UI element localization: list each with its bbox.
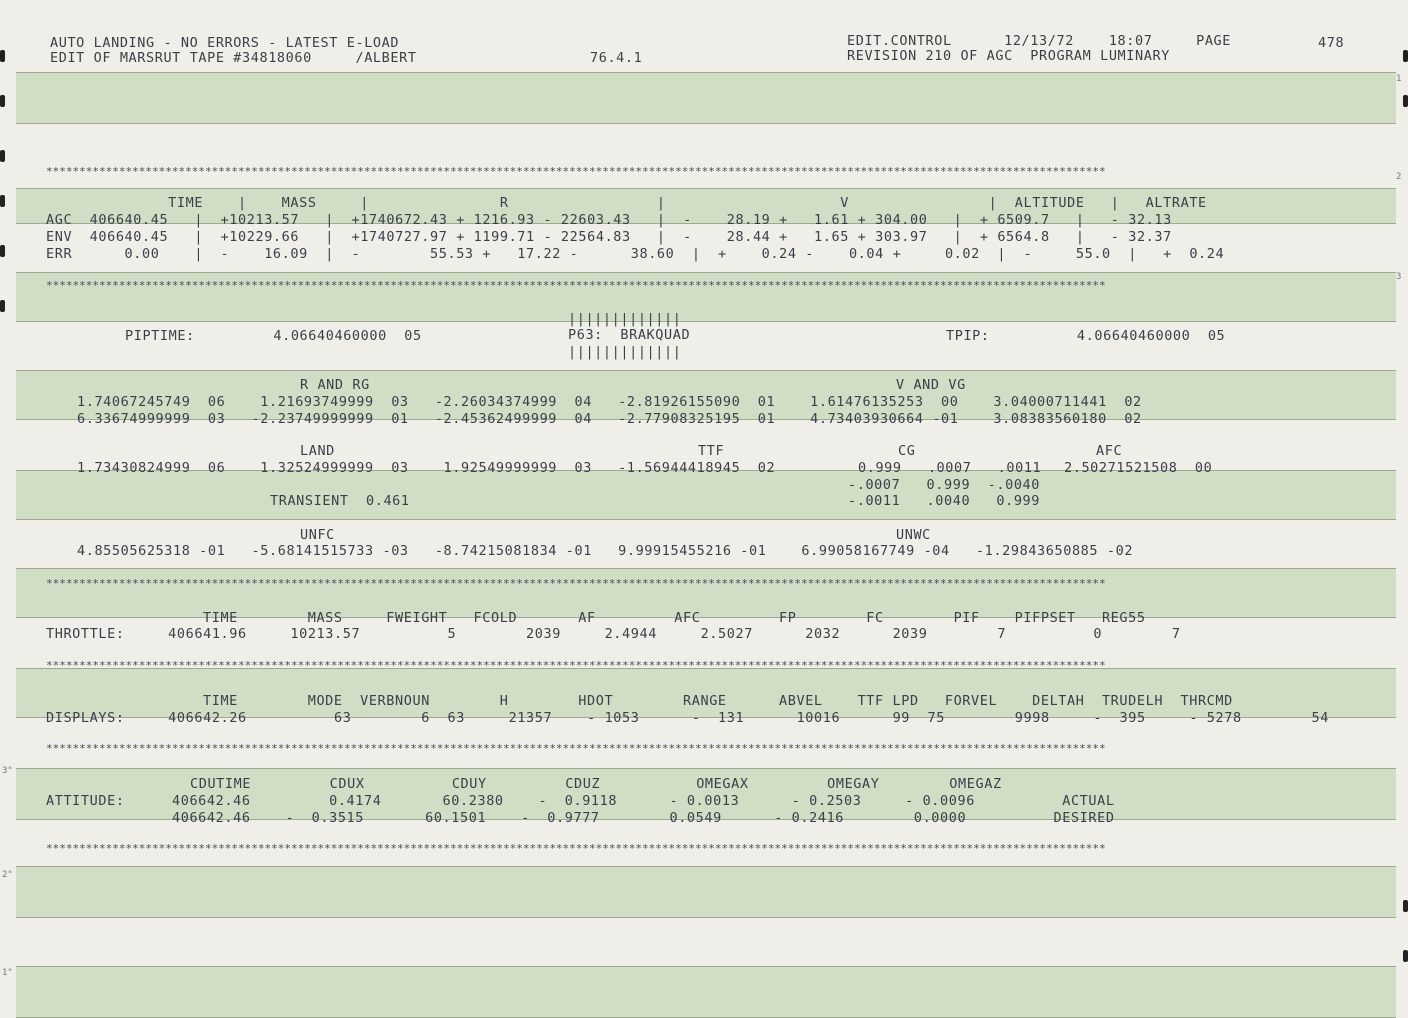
cg-matrix-row: 0.999 .0007 .0011 [858,460,1042,476]
margin-mark: 3 [1396,272,1402,282]
displays-row: DISPLAYS: 406642.26 63 6 63 21357 - 1053 - 131 10016 99 75 9998 - 395 - 5278 54 [46,710,1329,726]
cg-matrix-row: -.0007 0.999 -.0040 [848,477,1041,493]
header-edit-control: EDIT.CONTROL 12/13/72 18:07 PAGE [847,33,1232,49]
attitude-header: CDUTIME CDUX CDUY CDUZ OMEGAX OMEGAY OMEGAZ [190,776,1002,792]
cg-label: CG [898,443,916,459]
state-row-err: ERR 0.00 | - 16.09 | - 55.53 + 17.22 - 38.60 | + 0.24 - 0.04 + 0.02 | - 55.0 | + 0.24 [46,246,1225,262]
ttf-label: TTF [698,443,725,459]
program-label: P63: BRAKQUAD [568,327,691,343]
state-table-header: TIME | MASS | R | V | ALTITUDE | ALTRATE [46,195,1207,211]
header-tape: EDIT OF MARSRUT TAPE #34818060 /ALBERT [50,50,417,66]
paper-band [16,470,1396,520]
separator: **************************************************************************************************************************************************************** [46,743,1106,755]
separator: **************************************************************************************************************************************************************** [46,578,1106,590]
paper-band [16,866,1396,918]
margin-mark: 2" [2,870,13,880]
v-vg-label: V AND VG [896,377,966,393]
afc-label: AFC [1096,443,1123,459]
displays-header: TIME MODE VERBNOUN H HDOT RANGE ABVEL TTF LPD FORVEL DELTAH TRUDELH THRCMD [203,693,1233,709]
attitude-desired-row: 406642.46 - 0.3515 60.1501 - 0.9777 0.0549 - 0.2416 0.0000 DESIRED [172,810,1115,826]
feed-hole [0,150,5,162]
header-version: 76.4.1 [590,50,643,66]
attitude-actual-row: 406642.46 0.4174 60.2380 - 0.9118 - 0.0013 - 0.2503 - 0.0096 ACTUAL [172,793,1115,809]
program-bars-top: ||||||||||||| [568,311,682,327]
feed-hole [0,300,5,312]
afc-value: 2.50271521508 00 [1064,460,1213,476]
transient: TRANSIENT 0.461 [270,493,410,509]
feed-hole [0,245,5,257]
separator: **************************************************************************************************************************************************************** [46,660,1106,672]
header-title: AUTO LANDING - NO ERRORS - LATEST E-LOAD [50,35,400,51]
paper-band [16,72,1396,124]
feed-hole [1403,950,1408,962]
state-row-env: ENV 406640.45 | +10229.66 | +1740727.97 + 1199.71 - 22564.83 | - 28.44 + 1.65 + 303.97 | + 6564.8 | - 32.37 [46,229,1172,245]
unwc-label: UNWC [896,527,931,543]
feed-hole [0,195,5,207]
paper-band [16,966,1396,1018]
unfc-label: UNFC [300,527,335,543]
margin-mark: 1 [1396,74,1402,84]
margin-mark: 2 [1396,172,1402,182]
feed-hole [0,50,5,62]
cg-matrix-row: -.0011 .0040 0.999 [848,493,1041,509]
unit-vector-row: 4.85505625318 -01 -5.68141515733 -03 -8.74215081834 -01 9.99915455216 -01 6.99058167749 -04 -1.29843650885 -02 [77,543,1134,559]
throttle-row: THROTTLE: 406641.96 10213.57 5 2039 2.4944 2.5027 2032 2039 7 0 7 [46,626,1181,642]
margin-mark: 3" [2,766,13,776]
land-label: LAND [300,443,335,459]
feed-hole [1403,95,1408,107]
separator: **************************************************************************************************************************************************************** [46,280,1106,292]
separator: **************************************************************************************************************************************************************** [46,843,1106,855]
margin-mark: 1" [2,968,13,978]
attitude-label: ATTITUDE: [46,793,125,809]
program-bars-bottom: ||||||||||||| [568,344,682,360]
r-rg-label: R AND RG [300,377,370,393]
feed-hole [0,95,5,107]
vector-row: 1.74067245749 06 1.21693749999 03 -2.26034374999 04 -2.81926155090 01 1.61476135253 00 3.04000711441 02 [77,394,1142,410]
piptime: PIPTIME: 4.06640460000 05 [125,328,422,344]
land-ttf-row: 1.73430824999 06 1.32524999999 03 1.92549999999 03 -1.56944418945 02 [77,460,776,476]
state-row-agc: AGC 406640.45 | +10213.57 | +1740672.43 + 1216.93 - 22603.43 | - 28.19 + 1.61 + 304.00 | + 6509.7 | - 32.13 [46,212,1172,228]
vector-row: 6.33674999999 03 -2.23749999999 01 -2.45362499999 04 -2.77908325195 01 4.73403930664 -01 3.08383560180 02 [77,411,1142,427]
feed-hole [1403,50,1408,62]
feed-hole [1403,900,1408,912]
separator: **************************************************************************************************************************************************************** [46,166,1106,178]
page-number: 478 [1318,35,1345,51]
throttle-header: TIME MASS FWEIGHT FCOLD AF AFC FP FC PIF PIFPSET REG55 [203,610,1146,626]
tpip: TPIP: 4.06640460000 05 [946,328,1226,344]
header-revision: REVISION 210 OF AGC PROGRAM LUMINARY [847,48,1170,64]
